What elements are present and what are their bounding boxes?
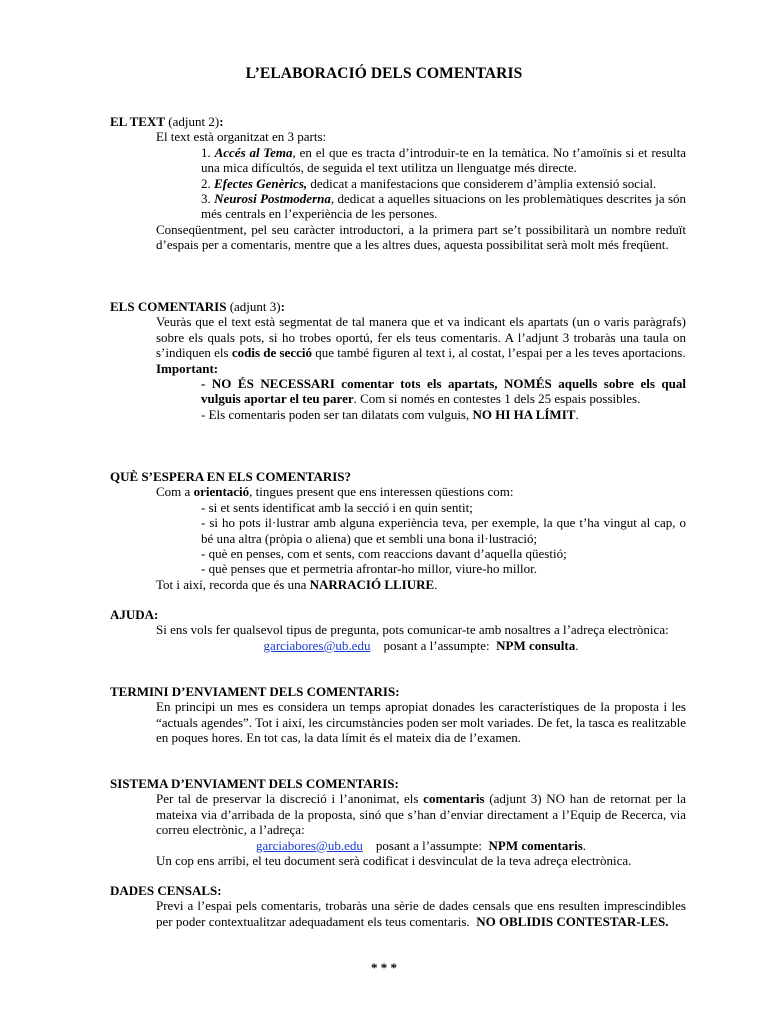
paragraph-text: . <box>434 576 438 592</box>
important-item <box>201 407 686 422</box>
section-conclusion: Conseqüentment, pel seu caràcter introductori, a la primera part se’t possibilitarà un nombre reduït d’espais per a comentaris, mentre que a les altres dues, aquesta possibilitat serà molt més freqüent. <box>156 221 686 253</box>
section-paragraph: En principi un mes es considera un temps apropiat donades les característiques de la proposta i les “actuals agendes”. Tot i així, les circumstàncies poden ser molt variades. De fet, la tasca es realitzable en poques hores. En tot cas, la data límit és el mateix dia de l’examen. <box>156 699 686 746</box>
footer-separator: * * * <box>371 960 397 975</box>
section-paragraph <box>156 898 690 929</box>
important-label: Important: <box>156 360 219 376</box>
heading-ref: (adjunt 3) <box>226 299 281 314</box>
emphasis-text: orientació <box>193 484 250 500</box>
email-link[interactable]: garciabores@ub.edu <box>255 837 363 853</box>
paragraph-text: Per tal de preservar la discreció i l’anonimat, els <box>156 791 424 807</box>
section-intro <box>156 484 686 499</box>
section-paragraph <box>156 314 686 360</box>
section-paragraph <box>156 791 686 837</box>
paragraph-text: . <box>575 406 579 422</box>
part-name: Efectes Genèrics, <box>214 175 308 191</box>
list-item: - si et sents identificat amb la secció i en quin sentit; <box>201 499 473 515</box>
emphasis-text: comentaris <box>423 791 485 807</box>
section-paragraph: Si ens vols fer qualsevol tipus de pregunta, pots comunicar-te amb nosaltres a l’adreça electrònica: <box>156 622 669 638</box>
subject-value: NPM comentaris <box>488 837 583 853</box>
list-item: - què penses que et permetria afrontar-ho millor, viure-ho millor. <box>201 561 538 577</box>
heading-label: ELS COMENTARIS <box>110 299 227 314</box>
section-census <box>110 883 690 929</box>
list-item: - si ho pots il·lustrar amb alguna experiència teva, per exemple, la que t’ha vingut al cap, o bé una altra (pròpia o aliena) que et sembli una bona il·lustració; <box>201 515 686 546</box>
contact-line <box>156 838 686 853</box>
paragraph-text: - Els comentaris poden ser tan dilatats com vulguis, <box>201 406 473 422</box>
paragraph-text: que també figuren al text i, al costat, l’espai per a les teves aportacions. <box>311 345 686 361</box>
heading-label: EL TEXT <box>110 114 166 129</box>
emphasis-text: NO OBLIDIS CONTESTAR-LES. <box>476 913 669 929</box>
section-heading: AJUDA: <box>110 607 159 622</box>
part-number: 2. <box>201 175 214 191</box>
email-link[interactable]: garciabores@ub.edu <box>263 637 371 653</box>
paragraph-text: (adjunt 3) NO han de retornat per la mateixa via d’arribada de la proposta, sinó que s’han d’enviar directament a l’Equip de Recerca, via correu electrònic, a l’adreça: <box>156 791 687 838</box>
part-description: , en el que es tracta d’introduir-te en la temàtica. No t’amoïnis si et resulta una mica difícultós, de seguida el text utilitza un llenguatge més directe. <box>201 144 687 176</box>
section-text <box>110 114 686 253</box>
contact-line <box>156 638 686 653</box>
part-item <box>201 191 686 222</box>
emphasis-text: NO HI HA LÍMIT <box>472 406 576 422</box>
section-expectations <box>110 469 686 592</box>
part-number: 3. <box>201 191 215 207</box>
part-number: 1. <box>201 144 215 160</box>
section-heading <box>110 114 686 129</box>
heading-ref: (adjunt 2) <box>165 114 220 129</box>
section-intro: El text està organitzat en 3 parts: <box>156 129 327 145</box>
heading-colon: : <box>280 299 285 314</box>
part-description: , dedicat a aquelles situacions on les problemàtiques descrites ja són més centrals en l’experiència de les persones. <box>201 191 686 222</box>
paragraph-text: Tot i així, recorda que és una <box>156 576 310 592</box>
subject-label: posant a l’assumpte: <box>370 637 497 653</box>
section-comments <box>110 299 686 422</box>
paragraph-text: Veuràs que el text està segmentat de tal manera que et va indicant els apartats (un o varis paràgrafs) sobre els quals pots, si ho trobes oportú, fer els teus comentaris. A l’adjunt 3 trobaràs una taula on s’indiquen els <box>156 314 686 361</box>
paragraph-text: . Com si només en contestes 1 dels 25 espais possibles. <box>353 391 641 407</box>
emphasis-text: NARRACIÓ LLIURE <box>309 576 435 592</box>
section-heading: QUÈ S’ESPERA EN ELS COMENTARIS? <box>110 469 352 484</box>
paragraph-text: Previ a l’espai pels comentaris, trobaràs una sèrie de dades censals que ens resulten imprescindibles per poder contextualitzar adequadament els teus comentaris. <box>156 898 690 929</box>
paragraph-text: Com a <box>156 484 194 500</box>
part-item <box>201 176 686 191</box>
subject-value: NPM consulta <box>496 637 576 653</box>
paragraph-text: . <box>575 637 579 653</box>
section-closing <box>156 577 686 592</box>
section-closing: Un cop ens arribi, el teu document serà codificat i desvinculat de la teva adreça electrònica. <box>156 853 632 869</box>
part-name: Neurosi Postmoderna <box>214 191 331 207</box>
section-deadline <box>110 684 686 746</box>
section-heading <box>110 299 686 314</box>
section-help <box>110 607 686 653</box>
paragraph-text: , tingues present que ens interessen qüestions com: <box>249 484 514 500</box>
section-sending <box>110 776 686 868</box>
part-item <box>201 145 686 176</box>
subject-label: posant a l’assumpte: <box>362 837 489 853</box>
part-description: dedicat a manifestacions que considerem d’àmplia extensió social. <box>307 175 657 191</box>
heading-colon: : <box>219 114 224 129</box>
part-name: Accés al Tema <box>214 144 293 160</box>
paragraph-text: . <box>582 837 587 853</box>
section-heading: TERMINI D’ENVIAMENT DELS COMENTARIS: <box>110 684 400 699</box>
section-heading: SISTEMA D’ENVIAMENT DELS COMENTARIS: <box>110 776 399 791</box>
emphasis-text: codis de secció <box>231 345 312 361</box>
section-heading: DADES CENSALS: <box>110 883 222 898</box>
list-item: - què en penses, com et sents, com reaccions davant d’aquella qüestió; <box>201 546 567 562</box>
emphasis-text: - NO ÉS NECESSARI comentar tots els apartats, NOMÉS aquells sobre els qual vulguis aportar el teu parer <box>201 376 686 407</box>
page-title: L’ELABORACIÓ DELS COMENTARIS <box>245 65 523 82</box>
important-item <box>201 376 686 407</box>
